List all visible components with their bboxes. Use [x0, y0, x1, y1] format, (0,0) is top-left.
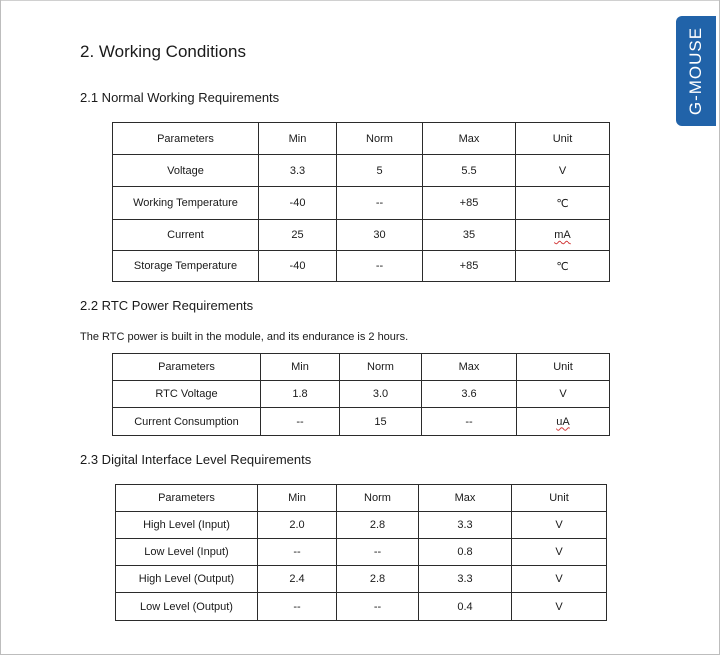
parameter-cell: Storage Temperature — [113, 251, 259, 282]
header-cell: Norm — [340, 354, 422, 381]
normal-heading: 2.1 Normal Working Requirements — [80, 90, 280, 105]
parameter-cell: Low Level (Input) — [116, 539, 258, 566]
unit-cell: V — [512, 539, 607, 566]
norm-cell: -- — [337, 593, 419, 621]
table-header-row — [113, 354, 610, 381]
parameter-cell: Low Level (Output) — [116, 593, 258, 621]
min-cell: -- — [258, 539, 337, 566]
section-title: 2. Working Conditions — [80, 42, 246, 61]
digital-heading: 2.3 Digital Interface Level Requirements — [80, 452, 312, 467]
max-cell: +85 — [423, 251, 516, 282]
norm-cell: 15 — [340, 408, 422, 436]
header-cell: Norm — [337, 123, 423, 155]
table-header-row — [116, 485, 607, 512]
parameter-cell: High Level (Output) — [116, 566, 258, 593]
unit-cell: V — [517, 381, 610, 408]
norm-cell: 2.8 — [337, 512, 419, 539]
min-cell: 2.0 — [258, 512, 337, 539]
unit-cell: ℃ — [516, 251, 610, 282]
norm-cell: 2.8 — [337, 566, 419, 593]
table-header-row — [113, 123, 610, 155]
table-row — [113, 220, 610, 251]
norm-cell: -- — [337, 539, 419, 566]
header-cell: Norm — [337, 485, 419, 512]
parameter-cell: Working Temperature — [113, 187, 259, 220]
unit-cell — [517, 408, 610, 436]
parameter-cell: High Level (Input) — [116, 512, 258, 539]
min-cell: 1.8 — [261, 381, 340, 408]
table-row — [113, 251, 610, 282]
unit-cell: V — [516, 155, 610, 187]
table-row — [116, 566, 607, 593]
max-cell: 0.4 — [419, 593, 512, 621]
rtc-heading: 2.2 RTC Power Requirements — [80, 298, 254, 313]
rtc-table — [112, 353, 610, 436]
digital-table — [115, 484, 607, 621]
side-tab-label: G-MOUSE — [686, 26, 705, 116]
header-cell: Unit — [516, 123, 610, 155]
parameter-cell: RTC Voltage — [113, 381, 261, 408]
min-cell: 3.3 — [259, 155, 337, 187]
min-cell: -40 — [259, 187, 337, 220]
header-cell: Unit — [512, 485, 607, 512]
header-cell: Min — [261, 354, 340, 381]
normal-table — [112, 122, 610, 282]
unit-cell — [516, 220, 610, 251]
page-border-top — [0, 0, 720, 1]
header-cell: Unit — [517, 354, 610, 381]
min-cell: -- — [258, 593, 337, 621]
header-cell: Max — [422, 354, 517, 381]
max-cell: 35 — [423, 220, 516, 251]
min-cell: -- — [261, 408, 340, 436]
norm-cell: 3.0 — [340, 381, 422, 408]
header-cell: Max — [419, 485, 512, 512]
header-cell: Parameters — [113, 354, 261, 381]
max-cell: +85 — [423, 187, 516, 220]
table-row — [113, 408, 610, 436]
min-cell: 25 — [259, 220, 337, 251]
unit-cell: V — [512, 512, 607, 539]
header-cell: Parameters — [116, 485, 258, 512]
max-cell: 3.3 — [419, 566, 512, 593]
header-cell: Max — [423, 123, 516, 155]
unit-text: mA — [554, 229, 571, 241]
table-row — [113, 187, 610, 220]
side-tab — [676, 16, 716, 126]
min-cell: 2.4 — [258, 566, 337, 593]
min-cell: -40 — [259, 251, 337, 282]
table-row — [116, 593, 607, 621]
unit-text: uA — [556, 415, 570, 428]
unit-cell: V — [512, 566, 607, 593]
norm-cell: 5 — [337, 155, 423, 187]
rtc-description: The RTC power is built in the module, and its endurance is 2 hours. — [80, 331, 409, 343]
header-cell: Min — [258, 485, 337, 512]
parameter-cell: Current Consumption — [113, 408, 261, 436]
table-row — [113, 381, 610, 408]
table-row — [113, 155, 610, 187]
max-cell: 3.3 — [419, 512, 512, 539]
table-row — [116, 512, 607, 539]
max-cell: 0.8 — [419, 539, 512, 566]
max-cell: -- — [422, 408, 517, 436]
parameter-cell: Voltage — [113, 155, 259, 187]
header-cell: Min — [259, 123, 337, 155]
norm-cell: -- — [337, 187, 423, 220]
parameter-cell: Current — [113, 220, 259, 251]
max-cell: 5.5 — [423, 155, 516, 187]
unit-cell: V — [512, 593, 607, 621]
page-border-left — [0, 0, 1, 655]
header-cell: Parameters — [113, 123, 259, 155]
table-row — [116, 539, 607, 566]
norm-cell: 30 — [337, 220, 423, 251]
unit-cell: ℃ — [516, 187, 610, 220]
norm-cell: -- — [337, 251, 423, 282]
max-cell: 3.6 — [422, 381, 517, 408]
